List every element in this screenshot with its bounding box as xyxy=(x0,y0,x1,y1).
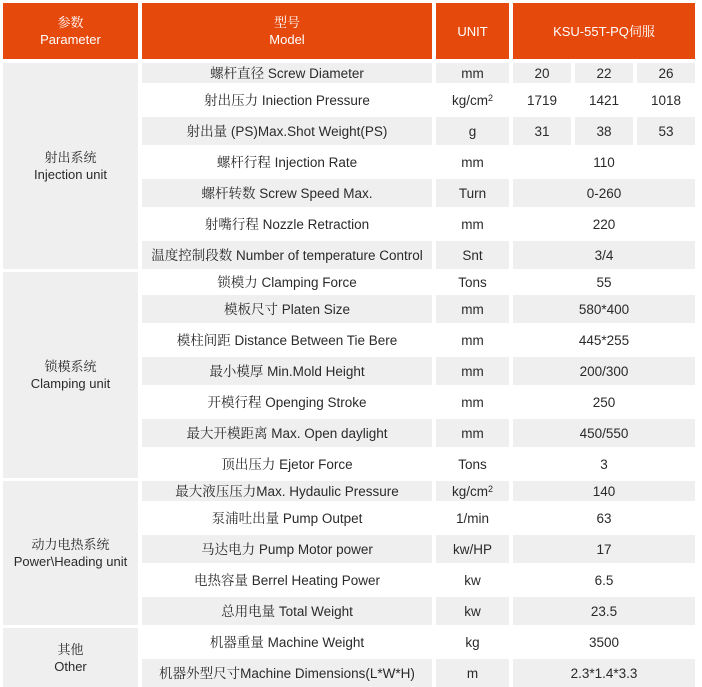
unit-text: Snt xyxy=(462,247,483,263)
row-value: 140 xyxy=(513,481,695,501)
row-unit xyxy=(436,241,509,269)
row-value: 63 xyxy=(513,504,695,532)
row-unit xyxy=(436,566,509,594)
row-label: 锁模力 Clamping Force xyxy=(142,272,432,292)
row-value: 2.3*1.4*3.3 xyxy=(513,659,695,687)
group-name-en: Clamping unit xyxy=(30,376,111,391)
unit-text: kg xyxy=(465,634,480,650)
unit-text: kw xyxy=(464,572,481,588)
row-value: 53 xyxy=(637,117,695,145)
unit-text: kw xyxy=(464,603,481,619)
unit-text: mm xyxy=(461,216,484,232)
row-value: 1421 xyxy=(575,86,633,114)
row-value: 110 xyxy=(513,148,695,176)
row-value: 1018 xyxy=(637,86,695,114)
unit-text: g xyxy=(468,123,477,139)
row-unit xyxy=(436,179,509,207)
row-label: 开模行程 Openging Stroke xyxy=(142,388,432,416)
row-value: 20 xyxy=(513,63,571,83)
row-value: 1719 xyxy=(513,86,571,114)
unit-text: kg/cm xyxy=(451,483,488,499)
row-label: 温度控制段数 Number of temperature Control xyxy=(142,241,432,269)
header-model-en: Model xyxy=(269,32,305,47)
row-unit xyxy=(436,628,509,656)
row-label: 模板尺寸 Platen Size xyxy=(142,295,432,323)
row-label: 最小模厚 Min.Mold Height xyxy=(142,357,432,385)
row-label: 射嘴行程 Nozzle Retraction xyxy=(142,210,432,238)
row-unit xyxy=(436,597,509,625)
group-name-zh: 动力电热系统 xyxy=(31,537,110,552)
row-label: 最大开模距离 Max. Open daylight xyxy=(142,419,432,447)
row-label: 机器外型尺寸Machine Dimensions(L*W*H) xyxy=(142,659,432,687)
group-name-en: Other xyxy=(54,658,87,674)
group-cell xyxy=(3,481,138,625)
unit-text: mm xyxy=(461,332,484,348)
row-unit xyxy=(436,326,509,354)
row-value: 6.5 xyxy=(513,566,695,594)
row-label: 马达电力 Pump Motor power xyxy=(142,535,432,563)
row-unit xyxy=(436,272,509,292)
row-value: 3500 xyxy=(513,628,695,656)
group-name-zh: 射出系统 xyxy=(44,150,97,165)
row-value: 26 xyxy=(637,63,695,83)
header-parameter-en: Parameter xyxy=(40,32,101,47)
unit-text: mm xyxy=(461,65,484,81)
unit-text: Tons xyxy=(458,274,487,290)
row-label: 总用电量 Total Weight xyxy=(142,597,432,625)
unit-text: Tons xyxy=(458,456,487,472)
unit-text: mm xyxy=(461,363,484,379)
row-unit xyxy=(436,504,509,532)
row-label: 电热容量 Berrel Heating Power xyxy=(142,566,432,594)
row-label: 模柱间距 Distance Between Tie Bere xyxy=(142,326,432,354)
header-parameter xyxy=(3,3,138,59)
unit-text: mm xyxy=(461,394,484,410)
unit-text: 1/min xyxy=(455,510,489,526)
unit-text: mm xyxy=(461,301,484,317)
row-unit xyxy=(436,117,509,145)
row-label: 机器重量 Machine Weight xyxy=(142,628,432,656)
row-unit xyxy=(436,535,509,563)
row-unit xyxy=(436,63,509,83)
header-model-zh: 型号 xyxy=(273,15,300,30)
row-value: 445*255 xyxy=(513,326,695,354)
row-label: 螺杆转数 Screw Speed Max. xyxy=(142,179,432,207)
row-unit: kg/cm $^2$ xyxy=(436,481,509,501)
row-label: 最大液压压力Max. Hydaulic Pressure xyxy=(142,481,432,501)
row-label: 顶出压力 Ejetor Force xyxy=(142,450,432,478)
header-unit: UNIT xyxy=(436,3,509,59)
header-model xyxy=(142,3,432,59)
row-unit: kg/cm $^2$ xyxy=(436,86,509,114)
row-label: 螺杆行程 Injection Rate xyxy=(142,148,432,176)
unit-text: mm xyxy=(461,154,484,170)
row-label: 射出压力 Iniection Pressure xyxy=(142,86,432,114)
group-name-zh: 其他 xyxy=(57,641,84,657)
group-cell xyxy=(3,272,138,478)
row-label: 泵浦吐出量 Pump Outpet xyxy=(142,504,432,532)
row-value: 23.5 xyxy=(513,597,695,625)
unit-text: kg/cm xyxy=(451,92,488,108)
row-unit xyxy=(436,419,509,447)
row-value: 38 xyxy=(575,117,633,145)
row-value: 17 xyxy=(513,535,695,563)
unit-text: Turn xyxy=(458,185,487,201)
row-value: 0-260 xyxy=(513,179,695,207)
row-value: 55 xyxy=(513,272,695,292)
row-value: 3/4 xyxy=(513,241,695,269)
row-unit xyxy=(436,659,509,687)
unit-text: mm xyxy=(461,425,484,441)
row-value: 3 xyxy=(513,450,695,478)
group-name-zh: 锁模系统 xyxy=(44,359,97,374)
row-unit xyxy=(436,357,509,385)
row-value: 31 xyxy=(513,117,571,145)
row-value: 22 xyxy=(575,63,633,83)
row-unit xyxy=(436,210,509,238)
row-unit xyxy=(436,450,509,478)
row-value: 200/300 xyxy=(513,357,695,385)
unit-text: kw/HP xyxy=(452,541,492,557)
row-value: 250 xyxy=(513,388,695,416)
row-value: 580*400 xyxy=(513,295,695,323)
row-value: 450/550 xyxy=(513,419,695,447)
row-unit xyxy=(436,388,509,416)
unit-text: m xyxy=(466,665,479,681)
row-unit xyxy=(436,295,509,323)
group-name-en: Injection unit xyxy=(34,167,107,182)
group-name-en: Power\Heading unit xyxy=(13,554,128,569)
row-label: 射出量 (PS)Max.Shot Weight(PS) xyxy=(142,117,432,145)
header-machine-model: KSU-55T-PQ伺服 xyxy=(513,3,695,59)
row-value: 220 xyxy=(513,210,695,238)
row-label: 螺杆直径 Screw Diameter xyxy=(142,63,432,83)
group-cell xyxy=(3,63,138,269)
group-cell xyxy=(3,628,138,687)
row-unit xyxy=(436,148,509,176)
header-parameter-zh: 参数 xyxy=(57,15,84,30)
